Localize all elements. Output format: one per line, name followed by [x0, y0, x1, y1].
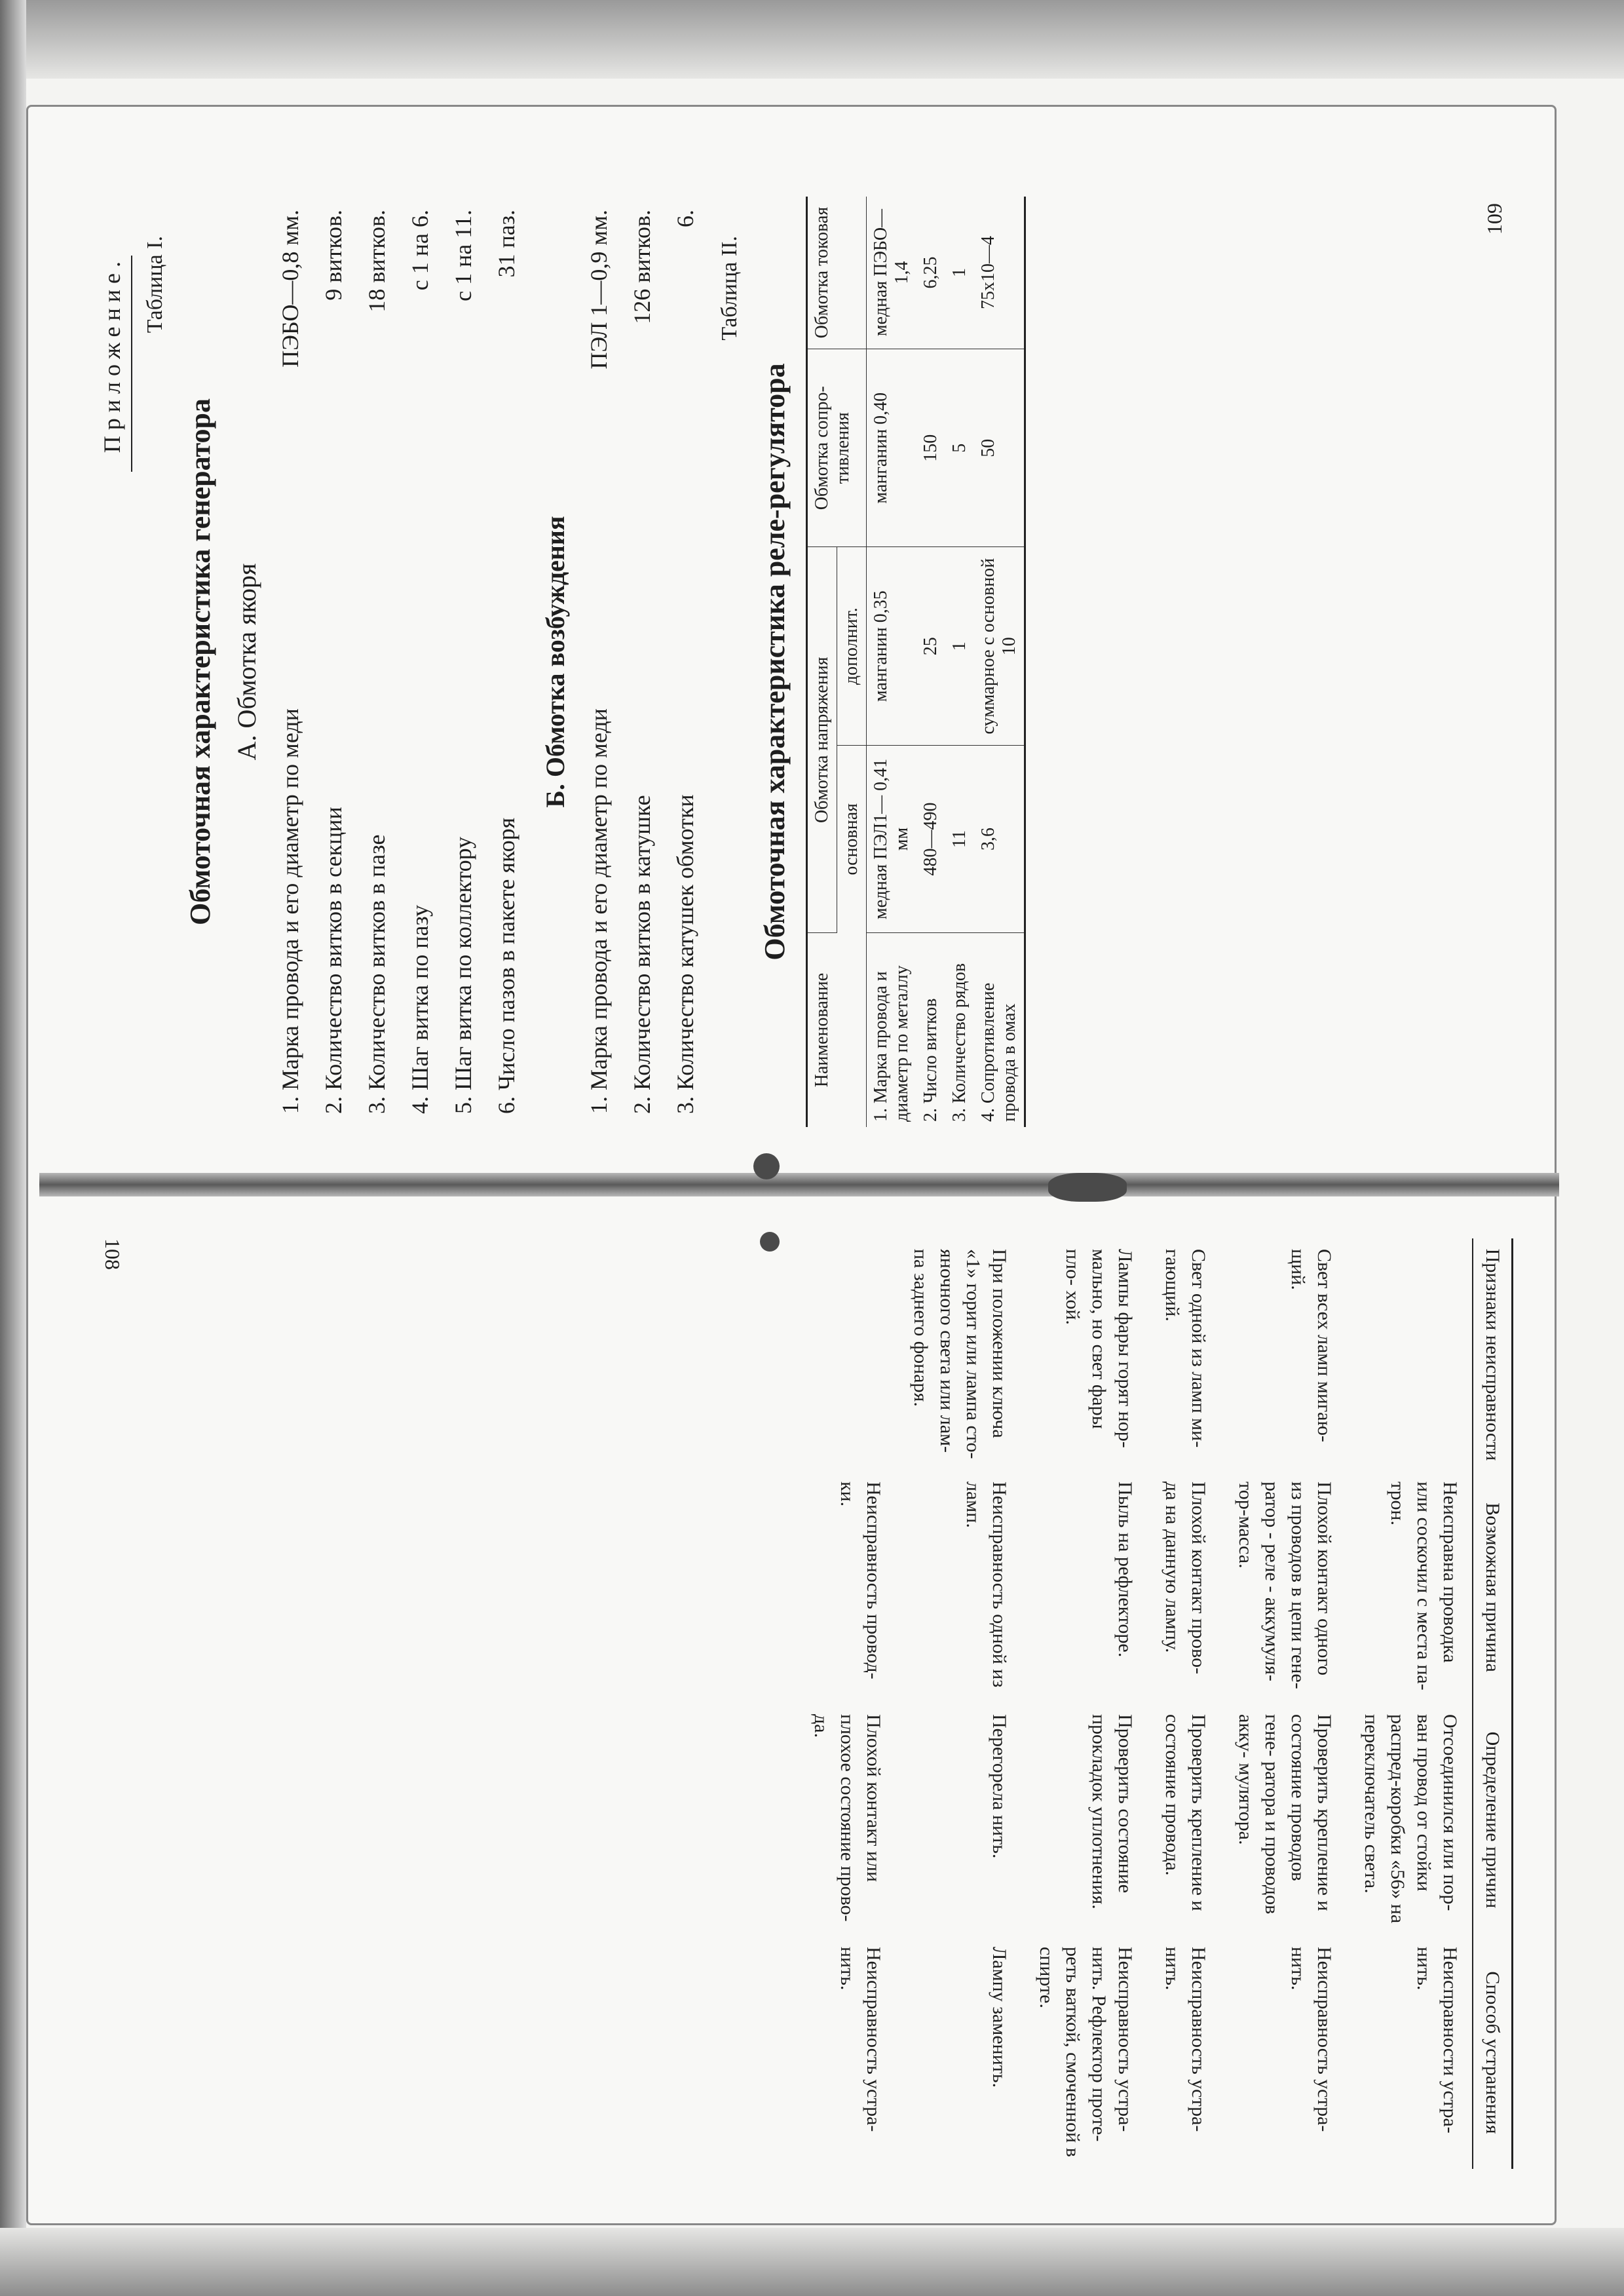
- table2-label: Таблица II.: [717, 236, 742, 341]
- cell-cause: Плохой контакт прово- да на данную лампу.: [1161, 1482, 1209, 1674]
- cell-current: медная ПЭБО—1,4: [867, 197, 917, 349]
- col-remedy-header: Способ устранения: [1473, 1936, 1513, 2169]
- table-row: [1150, 1238, 1223, 2169]
- cell-cause: Плохой контакт одного из проводов в цепи гене- ратор - реле - аккумуля- тор-масса.: [1235, 1482, 1335, 1689]
- cell-main: 11: [945, 745, 974, 932]
- armature-title: А. Обмотка якоря: [232, 563, 261, 761]
- cell-extra: суммарное с основной 10: [974, 547, 1025, 746]
- cell-current: 1: [945, 197, 974, 349]
- regulator-winding-table: [806, 197, 1026, 1127]
- cell-cause: Пыль на рефлекторе.: [1114, 1482, 1136, 1658]
- row-name: 2. Число витков: [920, 998, 941, 1122]
- cell-symptom: [1349, 1238, 1473, 1471]
- page-number: 108: [101, 1238, 124, 1270]
- scan-shadow-top: [0, 0, 1624, 79]
- cell-remedy: Лампу заменить.: [989, 1947, 1010, 2088]
- col-cause-header: Возможная причина: [1473, 1471, 1513, 1704]
- spec-value: 126 витков.: [629, 210, 655, 324]
- spec-label: 6. Число пазов в пакете якоря: [493, 817, 519, 1114]
- cell-cause: Неисправность провод- ки.: [837, 1482, 884, 1679]
- col-current-header: Обмотка токовая: [807, 197, 867, 349]
- spine-blot: [1048, 1173, 1127, 1202]
- spec-value: 6.: [672, 210, 698, 227]
- cell-main: медная ПЭЛ1— 0,41 мм: [867, 745, 917, 932]
- table-header-row: [1473, 1238, 1513, 2169]
- spec-value: 31 паз.: [493, 210, 519, 278]
- cell-diagnosis: Перегорела нить.: [989, 1714, 1010, 1859]
- spec-value: с 1 на 11.: [450, 210, 476, 301]
- table-row: [898, 1238, 1024, 2169]
- col-symptom-header: Признаки неисправности: [1473, 1238, 1513, 1471]
- table-row: [916, 197, 945, 1127]
- spec-label: 3. Количество катушек обмотки: [672, 794, 698, 1114]
- cell-remedy: Неисправность устра- нить.: [1161, 1947, 1209, 2132]
- cell-diagnosis: Плохой контакт или плохое состояние прово- да.: [810, 1714, 884, 1922]
- table-row: [974, 197, 1025, 1127]
- cell-cause: Неисправна проводка или соскочил с места па- трон.: [1387, 1482, 1461, 1691]
- page-number: 109: [1482, 203, 1506, 235]
- spec-row: [398, 210, 442, 1114]
- cell-cause: Неисправность одной из ламп.: [962, 1482, 1010, 1688]
- table-row: [1223, 1238, 1349, 2169]
- cell-resistance: 50: [974, 349, 1025, 547]
- cell-current: 6,25: [916, 197, 945, 349]
- cell-diagnosis: Проверить состояние прокладок уплотнения.: [1088, 1714, 1136, 1909]
- page-108: [72, 1199, 1553, 2208]
- cell-symptom: При положении ключа «1» горит или лампа сто- яночного света или лам- па заднего фонаря.: [910, 1249, 1010, 1459]
- cell-extra: 25: [916, 547, 945, 746]
- cell-extra: 1: [945, 547, 974, 746]
- cell-symptom: [799, 1238, 898, 1471]
- col-voltage-extra-header: дополнит.: [837, 547, 867, 746]
- col-diagnosis-header: Определение причин: [1473, 1704, 1513, 1936]
- spec-value: ПЭБО—0,8 мм.: [277, 210, 303, 368]
- spec-row: [269, 210, 312, 1114]
- cell-remedy: Неисправности устра- нить.: [1413, 1947, 1461, 2133]
- cell-main: 480—490: [916, 745, 945, 932]
- col-name-header: Наименование: [807, 933, 867, 1128]
- spec-value: 9 витков.: [320, 210, 347, 301]
- cell-current: 75х10—4: [974, 197, 1025, 349]
- cell-remedy: Неисправность устра- нить.: [1287, 1947, 1335, 2132]
- table1-label: Таблица I.: [143, 236, 167, 334]
- table-row: [867, 197, 917, 1127]
- cell-symptom: Лампы фары горят нор- мально, но свет фары пло- хой.: [1062, 1249, 1136, 1448]
- row-name: 3. Количество рядов: [949, 963, 970, 1122]
- fault-table: [799, 1238, 1513, 2169]
- armature-spec-list: [269, 197, 528, 1127]
- row-name: 4. Сопротивление провода в омах: [974, 933, 1025, 1128]
- cell-main: 3,6: [974, 745, 1025, 932]
- spec-value: ПЭЛ 1—0,9 мм.: [586, 210, 612, 370]
- col-voltage-main-header: основная: [837, 745, 867, 932]
- cell-resistance: манганин 0,40: [867, 349, 917, 547]
- spec-label: 3. Количество витков в пазе: [364, 834, 390, 1114]
- table-row: [799, 1238, 898, 2169]
- cell-diagnosis: Проверить крепление и состояние проводов гене- ратора и проводов акку- мулятора.: [1235, 1714, 1335, 1915]
- cell-resistance: 5: [945, 349, 974, 547]
- cell-remedy: Неисправность устра- нить. Рефлектор проте- реть ваткой, смоченной в спирте.: [1036, 1947, 1136, 2157]
- spec-label: 2. Количество витков в секции: [320, 807, 347, 1114]
- spec-row: [664, 210, 707, 1114]
- spec-label: 5. Шаг витка по коллектору: [450, 836, 476, 1114]
- book-spine: [39, 1173, 1559, 1196]
- cell-symptom: Свет всех ламп мигаю- щий.: [1287, 1249, 1335, 1442]
- spec-row: [442, 210, 485, 1114]
- spec-row: [355, 210, 398, 1114]
- cell-diagnosis: Отсоединился или пор- ван провод от стойки распред-коробки «56» на переключатель света.: [1361, 1714, 1461, 1924]
- table-header-row: [807, 197, 837, 1127]
- spec-value: с 1 на 6.: [407, 210, 433, 291]
- scan-shadow-left: [0, 0, 26, 2296]
- appendix-heading: Приложение.: [98, 197, 132, 1127]
- spec-row: [620, 210, 664, 1114]
- spec-row: [485, 210, 528, 1114]
- table1-title: Обмоточная характеристика генератора: [184, 398, 216, 926]
- spec-row: [577, 210, 620, 1114]
- cell-symptom: Свет одной из ламп ми- гающий.: [1161, 1249, 1209, 1448]
- col-resistance-header: Обмотка сопро- тивления: [807, 349, 867, 547]
- cell-remedy: Неисправность устра- нить.: [837, 1947, 884, 2132]
- spec-label: 4. Шаг витка по пазу: [407, 905, 433, 1114]
- excitation-title: Б. Обмотка возбуждения: [540, 516, 570, 808]
- col-voltage-header: Обмотка напряжения: [807, 547, 837, 933]
- table2-title: Обмоточная характеристика реле-регулятора: [759, 363, 791, 961]
- spec-label: 1. Марка провода и его диаметр по меди: [586, 708, 612, 1114]
- cell-diagnosis: Проверить крепление и состояние провода.: [1161, 1714, 1209, 1911]
- cell-resistance: 150: [916, 349, 945, 547]
- page-109: [52, 157, 1533, 1166]
- row-name: 1. Марка провода и диаметр по металлу: [871, 965, 912, 1122]
- cell-extra: манганин 0,35: [867, 547, 917, 746]
- scan-shadow-bottom: [0, 2228, 1624, 2296]
- heading-rule: [131, 256, 132, 472]
- table-row: [1349, 1238, 1473, 2169]
- table-row: [945, 197, 974, 1127]
- table-row: [1024, 1238, 1150, 2169]
- spec-label: 2. Количество витков в катушке: [629, 795, 655, 1114]
- spec-value: 18 витков.: [364, 210, 390, 313]
- excitation-spec-list: [577, 197, 707, 1127]
- spec-label: 1. Марка провода и его диаметр по меди: [277, 708, 303, 1114]
- spec-row: [312, 210, 355, 1114]
